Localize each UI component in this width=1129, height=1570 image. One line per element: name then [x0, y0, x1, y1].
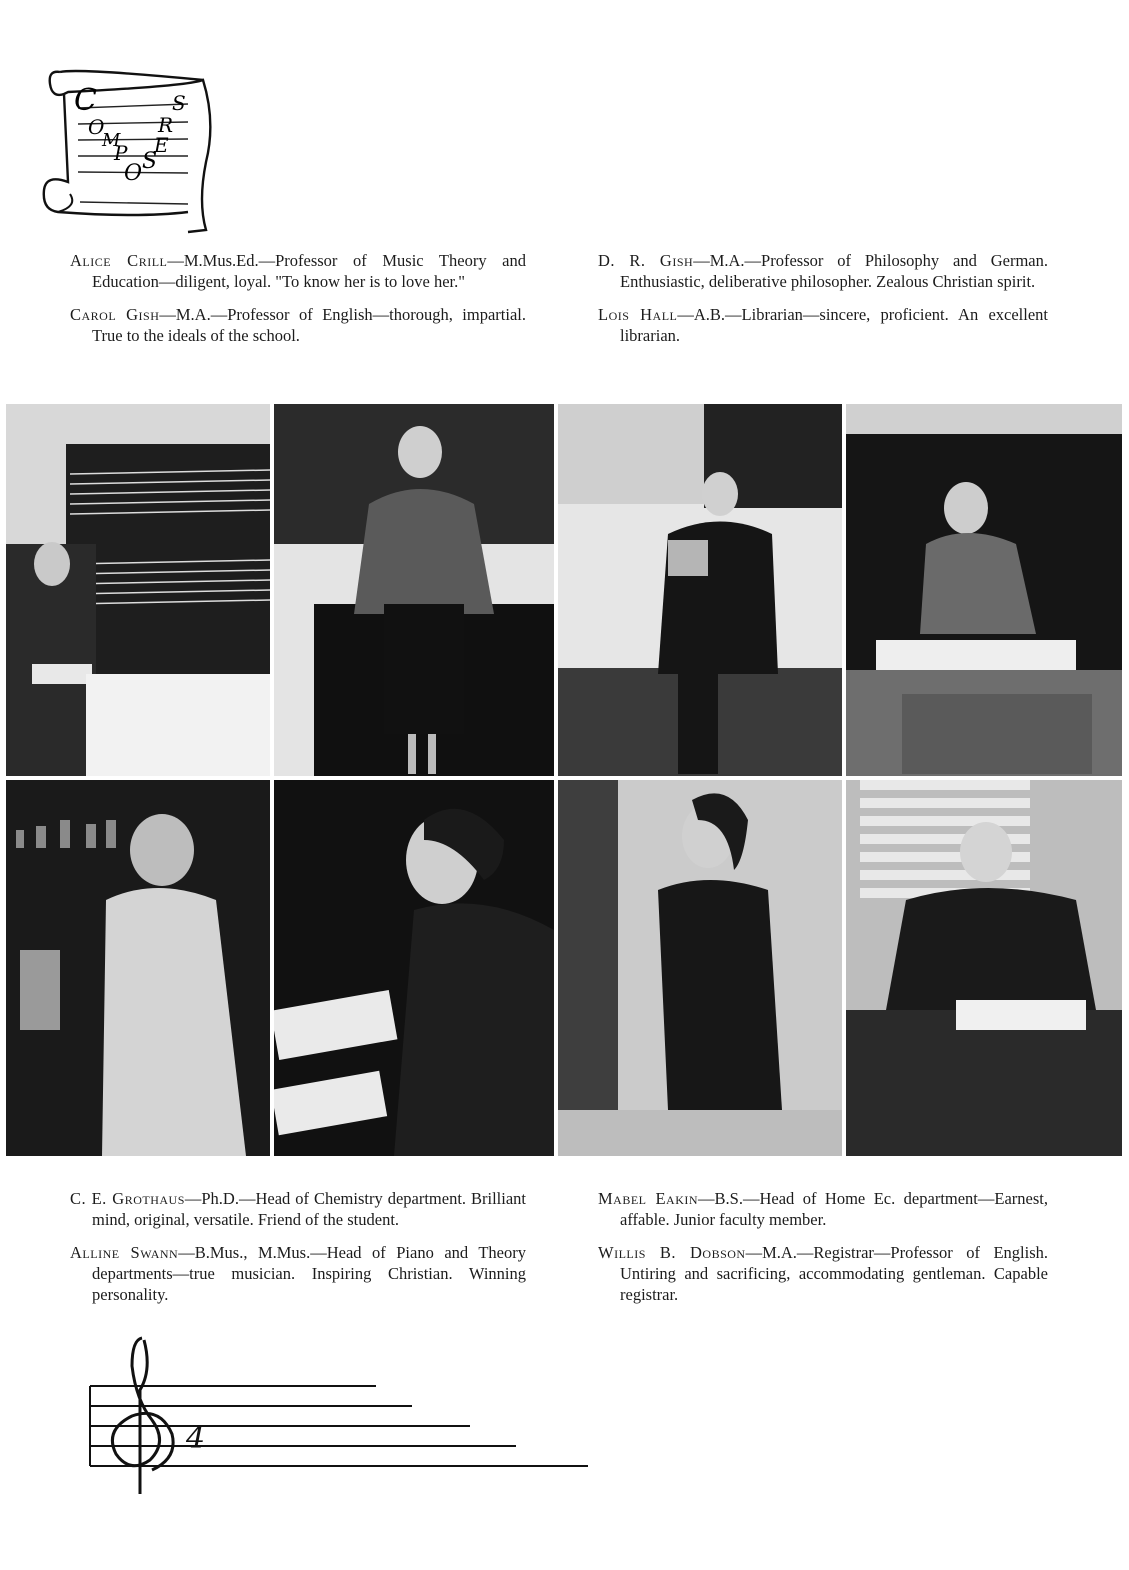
photo-grothaus — [6, 780, 270, 1156]
svg-text:O: O — [88, 115, 105, 139]
bottom-captions-left — [70, 1188, 526, 1317]
svg-text:O: O — [124, 161, 143, 186]
caption-carol-gish: Carol Gish—M.A.—Professor of English—thorough, impartial. True to the ideals of the school. — [70, 305, 526, 345]
svg-text:P: P — [114, 141, 128, 165]
scroll-letter: C — [74, 83, 97, 118]
top-captions-left — [70, 250, 526, 358]
photo-eakin — [558, 780, 842, 1156]
svg-text:M: M — [102, 130, 121, 151]
svg-text:R: R — [158, 113, 174, 137]
svg-text:E: E — [154, 133, 169, 157]
time-signature: 4 — [186, 1421, 206, 1456]
composers-scroll-logo — [38, 62, 218, 234]
caption-grothaus: C. E. Grothaus—Ph.D.—Head of Chemistry department. Brilliant mind, original, versatile. Friend of the student. — [70, 1189, 527, 1229]
caption-dr-gish: D. R. Gish—M.A.—Professor of Philosophy and German. Enthusiastic, deliberative philosopher. Zealous Christian spirit. — [598, 251, 1048, 291]
caption-dobson: Willis B. Dobson—M.A.—Registrar—Professor of English. Untiring and sacrificing, accommodating gentleman. Capable registrar. — [598, 1243, 1048, 1304]
caption-swann: Alline Swann—B.Mus., M.Mus.—Head of Piano and Theory departments—true musician. Inspiring Christian. Winning personality. — [70, 1243, 526, 1304]
photo-alice-crill — [6, 404, 270, 776]
photo-dr-gish — [558, 404, 842, 776]
photo-swann — [274, 780, 554, 1156]
treble-clef-staff-graphic — [40, 1330, 600, 1500]
photo-lois-hall — [846, 404, 1122, 776]
caption-alice-crill: Alice Crill—M.Mus.Ed.—Professor of Music Theory and Education—diligent, loyal. "To know her is to love her." — [70, 251, 526, 291]
photo-carol-gish — [274, 404, 554, 776]
caption-lois-hall: Lois Hall—A.B.—Librarian—sincere, proficient. An excellent librarian. — [598, 305, 1048, 345]
top-captions-right — [598, 250, 1048, 358]
photo-dobson — [846, 780, 1122, 1156]
svg-text:S: S — [142, 149, 158, 174]
bottom-captions-right — [598, 1188, 1048, 1317]
svg-text:S: S — [172, 91, 186, 115]
caption-eakin: Mabel Eakin—B.S.—Head of Home Ec. department—Earnest, affable. Junior faculty member. — [598, 1189, 1048, 1229]
